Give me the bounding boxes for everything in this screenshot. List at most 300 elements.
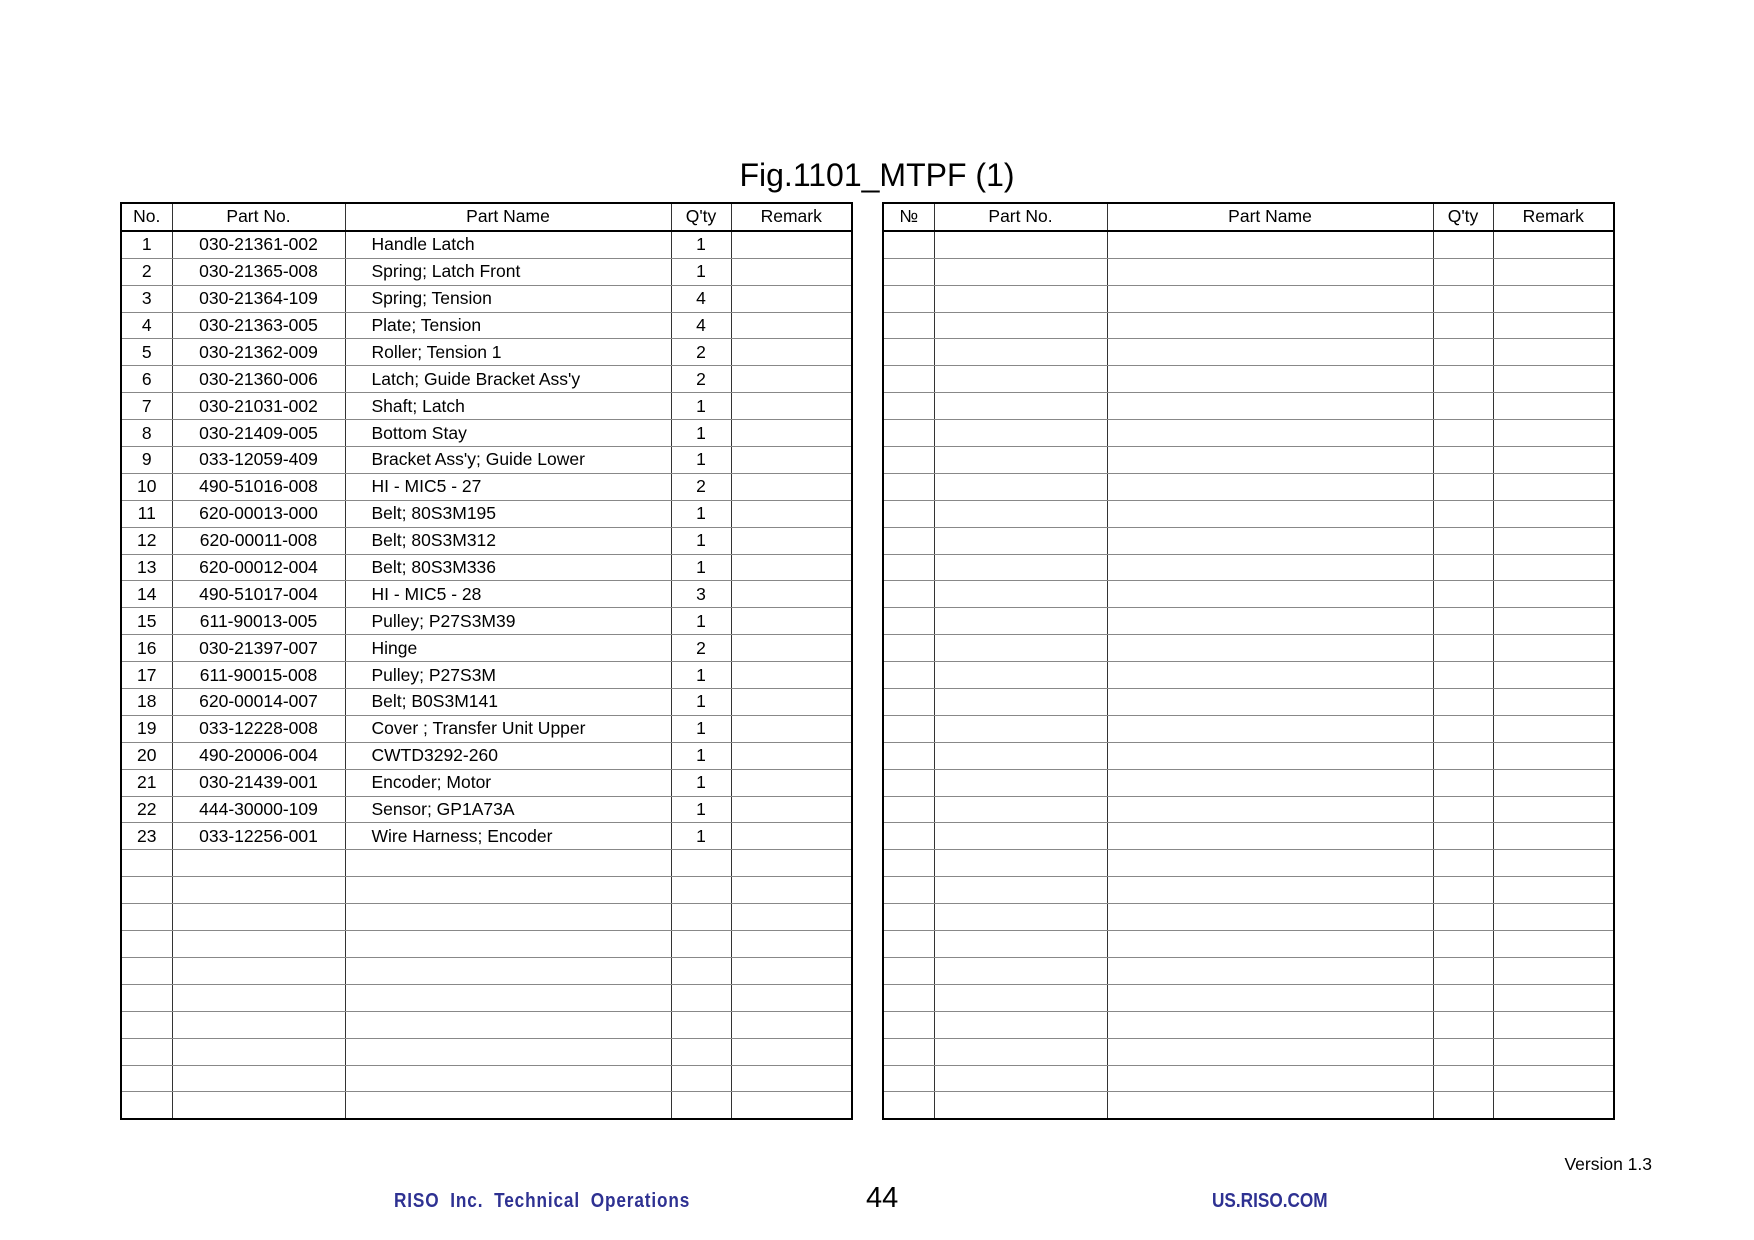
cell-no bbox=[121, 877, 172, 904]
table-row bbox=[121, 931, 852, 958]
table-row bbox=[883, 420, 1614, 447]
table-row bbox=[121, 420, 852, 447]
cell-part-no bbox=[934, 635, 1107, 662]
cell-no bbox=[121, 957, 172, 984]
cell-qty bbox=[1433, 635, 1493, 662]
cell-qty bbox=[671, 850, 731, 877]
table-row bbox=[883, 527, 1614, 554]
cell-remark bbox=[1493, 796, 1614, 823]
cell-no bbox=[883, 366, 934, 393]
table-row bbox=[121, 1092, 852, 1119]
cell-remark bbox=[731, 742, 852, 769]
table-row bbox=[883, 500, 1614, 527]
cell-part-no bbox=[934, 473, 1107, 500]
cell-part-no bbox=[934, 420, 1107, 447]
cell-part-name bbox=[345, 1038, 671, 1065]
cell-part-no bbox=[934, 1092, 1107, 1119]
cell-qty: 1 bbox=[671, 742, 731, 769]
cell-part-name bbox=[345, 957, 671, 984]
cell-no: 17 bbox=[121, 662, 172, 689]
cell-part-no: 030-21439-001 bbox=[172, 769, 345, 796]
table-row bbox=[883, 984, 1614, 1011]
cell-remark bbox=[1493, 1038, 1614, 1065]
cell-remark bbox=[731, 1092, 852, 1119]
cell-qty bbox=[1433, 447, 1493, 474]
cell-part-name bbox=[345, 931, 671, 958]
table-row bbox=[121, 984, 852, 1011]
cell-remark bbox=[1493, 500, 1614, 527]
cell-qty: 1 bbox=[671, 554, 731, 581]
cell-part-name: Shaft; Latch bbox=[345, 393, 671, 420]
table-row bbox=[121, 957, 852, 984]
cell-remark bbox=[1493, 662, 1614, 689]
cell-part-name: Pulley; P27S3M39 bbox=[345, 608, 671, 635]
cell-part-no: 611-90015-008 bbox=[172, 662, 345, 689]
cell-no bbox=[883, 285, 934, 312]
cell-qty: 1 bbox=[671, 608, 731, 635]
cell-part-name bbox=[1107, 715, 1433, 742]
cell-no bbox=[883, 850, 934, 877]
cell-qty bbox=[1433, 312, 1493, 339]
table-row bbox=[121, 662, 852, 689]
table-row bbox=[121, 1065, 852, 1092]
cell-no bbox=[883, 608, 934, 635]
cell-remark bbox=[1493, 715, 1614, 742]
cell-part-no: 033-12256-001 bbox=[172, 823, 345, 850]
table-row bbox=[883, 850, 1614, 877]
cell-remark bbox=[731, 420, 852, 447]
table-row bbox=[883, 957, 1614, 984]
cell-remark bbox=[731, 984, 852, 1011]
cell-part-name bbox=[1107, 850, 1433, 877]
cell-part-no bbox=[172, 850, 345, 877]
cell-part-no: 030-21031-002 bbox=[172, 393, 345, 420]
cell-qty bbox=[1433, 420, 1493, 447]
cell-qty: 1 bbox=[671, 715, 731, 742]
page-number: 44 bbox=[866, 1182, 899, 1214]
table-row bbox=[883, 393, 1614, 420]
cell-part-no bbox=[934, 258, 1107, 285]
table-row bbox=[121, 500, 852, 527]
cell-qty: 1 bbox=[671, 393, 731, 420]
cell-no bbox=[883, 904, 934, 931]
cell-qty bbox=[1433, 473, 1493, 500]
cell-qty bbox=[1433, 689, 1493, 716]
table-row bbox=[121, 527, 852, 554]
cell-remark bbox=[1493, 258, 1614, 285]
version-label: Version 1.3 bbox=[1564, 1154, 1652, 1174]
cell-no: 18 bbox=[121, 689, 172, 716]
cell-part-name bbox=[345, 1065, 671, 1092]
cell-part-no: 620-00014-007 bbox=[172, 689, 345, 716]
cell-remark bbox=[731, 366, 852, 393]
cell-no: 16 bbox=[121, 635, 172, 662]
cell-remark bbox=[731, 393, 852, 420]
cell-part-no: 444-30000-109 bbox=[172, 796, 345, 823]
header-qty: Q'ty bbox=[1433, 203, 1493, 231]
cell-no bbox=[121, 931, 172, 958]
cell-remark bbox=[731, 1011, 852, 1038]
header-part-no: Part No. bbox=[172, 203, 345, 231]
cell-part-no bbox=[172, 877, 345, 904]
header-part-no: Part No. bbox=[934, 203, 1107, 231]
table-row bbox=[883, 931, 1614, 958]
cell-qty: 1 bbox=[671, 231, 731, 258]
cell-part-name bbox=[1107, 554, 1433, 581]
cell-qty bbox=[671, 984, 731, 1011]
cell-remark bbox=[1493, 1065, 1614, 1092]
cell-part-no bbox=[934, 742, 1107, 769]
cell-part-no bbox=[934, 662, 1107, 689]
cell-part-name bbox=[1107, 500, 1433, 527]
cell-qty bbox=[1433, 877, 1493, 904]
cell-no bbox=[121, 1092, 172, 1119]
cell-no: 2 bbox=[121, 258, 172, 285]
table-row bbox=[121, 608, 852, 635]
cell-part-no: 030-21365-008 bbox=[172, 258, 345, 285]
cell-part-no bbox=[934, 500, 1107, 527]
cell-qty: 2 bbox=[671, 473, 731, 500]
cell-remark bbox=[731, 339, 852, 366]
cell-remark bbox=[731, 312, 852, 339]
cell-qty: 1 bbox=[671, 823, 731, 850]
cell-no bbox=[883, 554, 934, 581]
cell-qty: 1 bbox=[671, 258, 731, 285]
cell-part-no bbox=[934, 957, 1107, 984]
cell-remark bbox=[731, 554, 852, 581]
cell-no bbox=[883, 877, 934, 904]
cell-remark bbox=[1493, 957, 1614, 984]
cell-part-name bbox=[345, 984, 671, 1011]
cell-qty bbox=[1433, 904, 1493, 931]
cell-no bbox=[883, 715, 934, 742]
cell-part-no: 620-00011-008 bbox=[172, 527, 345, 554]
cell-remark bbox=[731, 769, 852, 796]
cell-part-name bbox=[1107, 769, 1433, 796]
cell-part-no bbox=[934, 339, 1107, 366]
cell-no: 8 bbox=[121, 420, 172, 447]
header-part-name: Part Name bbox=[345, 203, 671, 231]
cell-part-no bbox=[934, 1011, 1107, 1038]
cell-qty bbox=[1433, 231, 1493, 258]
table-row bbox=[121, 285, 852, 312]
cell-part-name bbox=[1107, 1092, 1433, 1119]
cell-qty: 2 bbox=[671, 366, 731, 393]
table-row bbox=[883, 662, 1614, 689]
cell-part-name bbox=[1107, 662, 1433, 689]
cell-part-no bbox=[172, 931, 345, 958]
cell-part-name bbox=[1107, 742, 1433, 769]
cell-no: 19 bbox=[121, 715, 172, 742]
table-row bbox=[121, 904, 852, 931]
header-no: № bbox=[883, 203, 934, 231]
cell-part-name bbox=[1107, 393, 1433, 420]
cell-qty bbox=[1433, 715, 1493, 742]
cell-part-name bbox=[1107, 231, 1433, 258]
cell-part-name bbox=[1107, 608, 1433, 635]
cell-remark bbox=[1493, 366, 1614, 393]
cell-remark bbox=[1493, 231, 1614, 258]
cell-qty bbox=[671, 1092, 731, 1119]
cell-part-no bbox=[934, 823, 1107, 850]
cell-no bbox=[883, 527, 934, 554]
cell-part-name bbox=[1107, 689, 1433, 716]
cell-part-no: 030-21361-002 bbox=[172, 231, 345, 258]
cell-part-name: Wire Harness; Encoder bbox=[345, 823, 671, 850]
header-remark: Remark bbox=[1493, 203, 1614, 231]
cell-part-no bbox=[934, 984, 1107, 1011]
cell-qty bbox=[1433, 850, 1493, 877]
cell-part-name bbox=[1107, 366, 1433, 393]
cell-remark bbox=[731, 258, 852, 285]
cell-qty bbox=[671, 931, 731, 958]
cell-part-name: Spring; Latch Front bbox=[345, 258, 671, 285]
cell-part-name bbox=[1107, 904, 1433, 931]
cell-part-name bbox=[1107, 1065, 1433, 1092]
cell-qty bbox=[1433, 984, 1493, 1011]
cell-remark bbox=[1493, 420, 1614, 447]
cell-remark bbox=[731, 447, 852, 474]
cell-qty: 4 bbox=[671, 312, 731, 339]
cell-no: 13 bbox=[121, 554, 172, 581]
cell-qty bbox=[671, 957, 731, 984]
cell-remark bbox=[731, 877, 852, 904]
cell-part-name bbox=[1107, 1038, 1433, 1065]
cell-no: 12 bbox=[121, 527, 172, 554]
cell-part-name bbox=[1107, 285, 1433, 312]
table-row bbox=[883, 1065, 1614, 1092]
cell-remark bbox=[1493, 608, 1614, 635]
cell-part-no bbox=[934, 231, 1107, 258]
cell-part-no: 033-12059-409 bbox=[172, 447, 345, 474]
cell-qty: 1 bbox=[671, 769, 731, 796]
table-row bbox=[883, 1011, 1614, 1038]
table-row bbox=[883, 285, 1614, 312]
cell-no bbox=[121, 984, 172, 1011]
cell-part-name bbox=[1107, 420, 1433, 447]
cell-part-name bbox=[1107, 339, 1433, 366]
table-row bbox=[883, 554, 1614, 581]
table-row bbox=[883, 635, 1614, 662]
cell-remark bbox=[1493, 931, 1614, 958]
cell-part-no bbox=[934, 285, 1107, 312]
cell-part-name: Latch; Guide Bracket Ass'y bbox=[345, 366, 671, 393]
cell-qty bbox=[671, 877, 731, 904]
cell-qty bbox=[1433, 931, 1493, 958]
cell-no bbox=[883, 339, 934, 366]
cell-qty bbox=[1433, 1092, 1493, 1119]
cell-no: 20 bbox=[121, 742, 172, 769]
cell-no bbox=[883, 258, 934, 285]
cell-no bbox=[121, 904, 172, 931]
cell-no: 21 bbox=[121, 769, 172, 796]
table-row bbox=[121, 258, 852, 285]
cell-no bbox=[883, 635, 934, 662]
cell-part-no bbox=[934, 366, 1107, 393]
cell-no: 15 bbox=[121, 608, 172, 635]
cell-part-no bbox=[934, 581, 1107, 608]
cell-no bbox=[883, 231, 934, 258]
cell-qty bbox=[1433, 258, 1493, 285]
cell-no: 11 bbox=[121, 500, 172, 527]
table-row bbox=[883, 1038, 1614, 1065]
cell-remark bbox=[1493, 285, 1614, 312]
cell-no bbox=[883, 312, 934, 339]
cell-no bbox=[121, 1011, 172, 1038]
cell-part-name: Cover ; Transfer Unit Upper bbox=[345, 715, 671, 742]
cell-qty bbox=[671, 904, 731, 931]
cell-remark bbox=[1493, 742, 1614, 769]
cell-part-no bbox=[934, 931, 1107, 958]
cell-no: 6 bbox=[121, 366, 172, 393]
cell-part-name bbox=[1107, 527, 1433, 554]
cell-part-no bbox=[934, 796, 1107, 823]
cell-part-no: 030-21363-005 bbox=[172, 312, 345, 339]
cell-no bbox=[883, 931, 934, 958]
cell-part-name: Bracket Ass'y; Guide Lower bbox=[345, 447, 671, 474]
cell-qty bbox=[1433, 393, 1493, 420]
cell-no: 1 bbox=[121, 231, 172, 258]
table-row bbox=[121, 877, 852, 904]
cell-qty bbox=[671, 1011, 731, 1038]
cell-part-no bbox=[934, 689, 1107, 716]
cell-part-no bbox=[934, 608, 1107, 635]
cell-no bbox=[883, 689, 934, 716]
cell-part-no bbox=[934, 715, 1107, 742]
cell-qty bbox=[1433, 823, 1493, 850]
cell-part-name bbox=[1107, 473, 1433, 500]
cell-no bbox=[883, 1092, 934, 1119]
cell-qty bbox=[1433, 1011, 1493, 1038]
table-row bbox=[121, 312, 852, 339]
cell-qty: 1 bbox=[671, 447, 731, 474]
cell-remark bbox=[1493, 904, 1614, 931]
table-row bbox=[121, 554, 852, 581]
table-header-row bbox=[883, 203, 1614, 231]
cell-part-name bbox=[1107, 1011, 1433, 1038]
cell-remark bbox=[1493, 554, 1614, 581]
table-row bbox=[121, 473, 852, 500]
cell-qty bbox=[1433, 742, 1493, 769]
cell-part-name: CWTD3292-260 bbox=[345, 742, 671, 769]
cell-part-name bbox=[1107, 877, 1433, 904]
table-row bbox=[121, 231, 852, 258]
cell-no bbox=[883, 1011, 934, 1038]
header-qty: Q'ty bbox=[671, 203, 731, 231]
cell-part-no: 611-90013-005 bbox=[172, 608, 345, 635]
cell-qty bbox=[1433, 554, 1493, 581]
website-url: US.RISO.COM bbox=[1212, 1190, 1328, 1212]
table-row bbox=[121, 393, 852, 420]
table-row bbox=[883, 447, 1614, 474]
table-row bbox=[121, 689, 852, 716]
cell-no: 5 bbox=[121, 339, 172, 366]
cell-no bbox=[121, 1065, 172, 1092]
cell-remark bbox=[731, 904, 852, 931]
company-name: RISO Inc. Technical Operations bbox=[394, 1190, 691, 1212]
cell-remark bbox=[1493, 635, 1614, 662]
cell-part-no: 030-21360-006 bbox=[172, 366, 345, 393]
cell-qty: 1 bbox=[671, 662, 731, 689]
cell-remark bbox=[1493, 769, 1614, 796]
table-row bbox=[883, 742, 1614, 769]
cell-part-no bbox=[172, 1038, 345, 1065]
cell-qty bbox=[1433, 1038, 1493, 1065]
cell-part-no bbox=[172, 957, 345, 984]
cell-part-name bbox=[345, 1011, 671, 1038]
cell-part-name: Belt; 80S3M336 bbox=[345, 554, 671, 581]
table-row bbox=[883, 877, 1614, 904]
page-title: Fig.1101_MTPF (1) bbox=[739, 157, 1015, 193]
parts-table-left bbox=[120, 202, 853, 1120]
cell-remark bbox=[731, 1038, 852, 1065]
parts-table-right bbox=[882, 202, 1615, 1120]
cell-part-name: Belt; 80S3M312 bbox=[345, 527, 671, 554]
cell-part-name: Handle Latch bbox=[345, 231, 671, 258]
cell-qty bbox=[1433, 500, 1493, 527]
cell-no: 3 bbox=[121, 285, 172, 312]
cell-part-name bbox=[1107, 581, 1433, 608]
cell-no bbox=[883, 1065, 934, 1092]
cell-remark bbox=[731, 285, 852, 312]
cell-part-no bbox=[934, 1038, 1107, 1065]
cell-part-name: Spring; Tension bbox=[345, 285, 671, 312]
cell-remark bbox=[1493, 984, 1614, 1011]
table-row bbox=[121, 366, 852, 393]
cell-remark bbox=[731, 823, 852, 850]
cell-no: 22 bbox=[121, 796, 172, 823]
table-row bbox=[883, 339, 1614, 366]
cell-qty bbox=[1433, 527, 1493, 554]
cell-part-no bbox=[934, 554, 1107, 581]
cell-remark bbox=[731, 1065, 852, 1092]
table-row bbox=[883, 689, 1614, 716]
table-row bbox=[883, 258, 1614, 285]
table-row bbox=[121, 447, 852, 474]
cell-qty bbox=[1433, 1065, 1493, 1092]
cell-part-name bbox=[1107, 258, 1433, 285]
cell-no: 10 bbox=[121, 473, 172, 500]
cell-part-name bbox=[1107, 984, 1433, 1011]
cell-part-name: HI - MIC5 - 27 bbox=[345, 473, 671, 500]
cell-no bbox=[883, 984, 934, 1011]
cell-part-no: 490-20006-004 bbox=[172, 742, 345, 769]
cell-part-name bbox=[345, 877, 671, 904]
cell-qty bbox=[1433, 366, 1493, 393]
cell-remark bbox=[1493, 527, 1614, 554]
cell-qty: 1 bbox=[671, 796, 731, 823]
cell-remark bbox=[1493, 339, 1614, 366]
cell-qty: 4 bbox=[671, 285, 731, 312]
cell-qty: 1 bbox=[671, 689, 731, 716]
cell-remark bbox=[1493, 850, 1614, 877]
cell-remark bbox=[731, 796, 852, 823]
cell-no bbox=[883, 447, 934, 474]
cell-qty bbox=[671, 1038, 731, 1065]
cell-part-name: Pulley; P27S3M bbox=[345, 662, 671, 689]
cell-no bbox=[121, 850, 172, 877]
cell-qty bbox=[1433, 581, 1493, 608]
table-row bbox=[121, 635, 852, 662]
cell-no bbox=[883, 769, 934, 796]
table-row bbox=[883, 231, 1614, 258]
cell-remark bbox=[1493, 473, 1614, 500]
table-row bbox=[883, 473, 1614, 500]
table-row bbox=[121, 769, 852, 796]
cell-qty bbox=[1433, 608, 1493, 635]
header-no: No. bbox=[121, 203, 172, 231]
cell-remark bbox=[1493, 581, 1614, 608]
